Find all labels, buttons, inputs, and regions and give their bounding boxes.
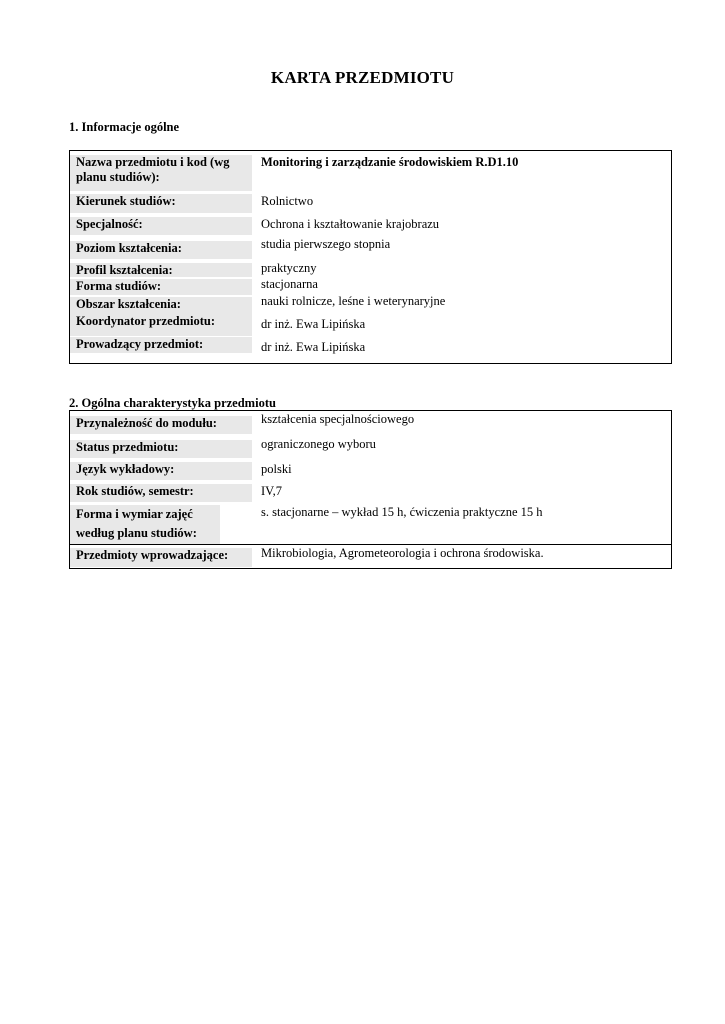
- row-label: Przynależność do modułu:: [70, 416, 252, 434]
- row-label: Nazwa przedmiotu i kod (wg planu studiów):: [70, 155, 252, 191]
- table-row: [70, 480, 671, 502]
- section-2-heading: 2. Ogólna charakterystyka przedmiotu: [69, 396, 276, 410]
- row-value: IV,7: [261, 484, 282, 498]
- row-label: Obszar kształcenia:: [70, 297, 252, 314]
- row-value: nauki rolnicze, leśne i weterynaryjne: [261, 294, 446, 308]
- table-row: [70, 235, 671, 259]
- row-value: dr inż. Ewa Lipińska: [261, 340, 366, 354]
- row-value: polski: [261, 462, 292, 476]
- table-row: [70, 259, 671, 277]
- row-value: Ochrona i kształtowanie krajobrazu: [261, 217, 440, 231]
- section-1-heading: 1. Informacje ogólne: [69, 120, 180, 134]
- table-row: [70, 458, 671, 480]
- row-value: s. stacjonarne – wykład 15 h, ćwiczenia praktyczne 15 h: [261, 505, 543, 519]
- row-value: Rolnictwo: [261, 194, 314, 208]
- table-row: [70, 213, 671, 235]
- row-label: Forma i wymiar zajęć według planu studiów:: [70, 505, 220, 544]
- row-label: Prowadzący przedmiot:: [70, 337, 252, 353]
- characteristics-table: [69, 410, 672, 569]
- row-value: kształcenia specjalnościowego: [261, 412, 415, 426]
- row-value: Monitoring i zarządzanie środowiskiem R.D1.10: [261, 155, 519, 169]
- row-value: stacjonarna: [261, 277, 318, 291]
- table-row: [70, 314, 671, 336]
- row-label: Koordynator przedmiotu:: [70, 314, 252, 336]
- row-label: Kierunek studiów:: [70, 194, 252, 213]
- row-label: Status przedmiotu:: [70, 440, 252, 458]
- row-label: Specjalność:: [70, 217, 252, 235]
- page-title: KARTA PRZEDMIOTU: [270, 68, 455, 87]
- row-value: studia pierwszego stopnia: [261, 237, 391, 251]
- table-row: [70, 151, 671, 191]
- row-value: Mikrobiologia, Agrometeorologia i ochrona środowiska.: [261, 546, 544, 560]
- table-row: [70, 502, 671, 544]
- general-info-table: [69, 150, 672, 364]
- table-row: [70, 277, 671, 295]
- table-row: [70, 545, 671, 567]
- row-label: Profil kształcenia:: [70, 263, 252, 277]
- row-label: Poziom kształcenia:: [70, 241, 252, 259]
- row-label: Forma studiów:: [70, 279, 252, 295]
- row-value: ograniczonego wyboru: [261, 437, 376, 451]
- table-row: [70, 295, 671, 314]
- row-label: Przedmioty wprowadzające:: [70, 548, 252, 567]
- row-label: Rok studiów, semestr:: [70, 484, 252, 502]
- table-row: [70, 434, 671, 458]
- table-row: [70, 411, 671, 434]
- row-value: dr inż. Ewa Lipińska: [261, 317, 366, 331]
- row-value: praktyczny: [261, 261, 317, 275]
- table-row: [70, 336, 671, 361]
- table-row: [70, 191, 671, 213]
- row-label: Język wykładowy:: [70, 462, 252, 480]
